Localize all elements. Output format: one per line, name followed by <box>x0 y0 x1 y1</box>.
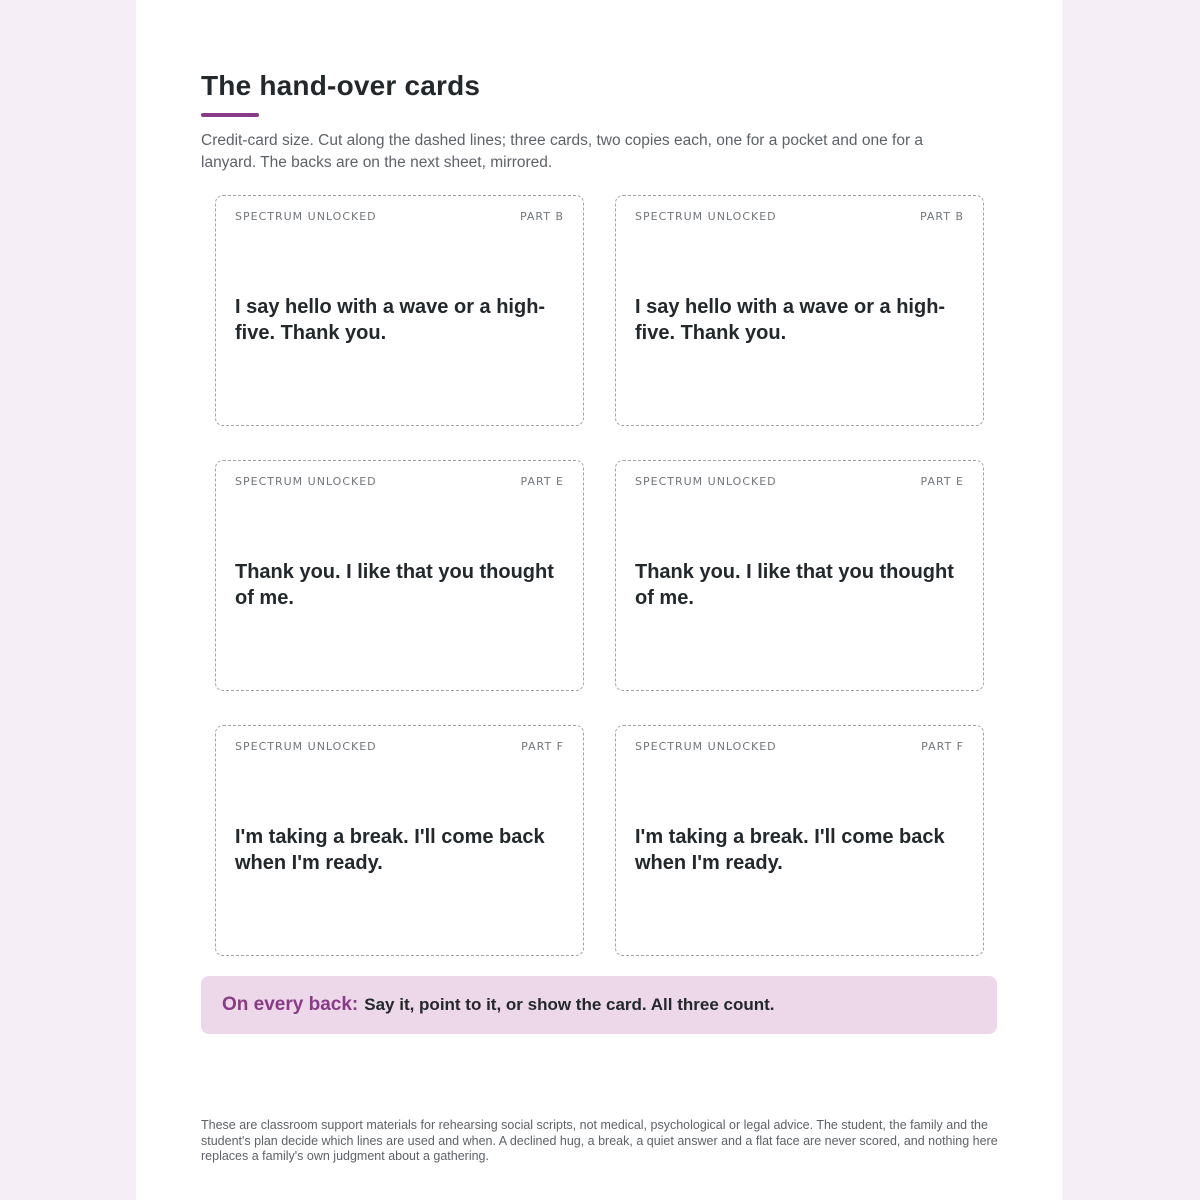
page-title: The hand-over cards <box>201 70 481 101</box>
callout-label: On every back: <box>222 994 359 1015</box>
card-part-label: PART F <box>521 740 564 753</box>
card-grid <box>215 195 984 956</box>
card-brand-label: SPECTRUM UNLOCKED <box>235 475 377 488</box>
hand-over-card <box>615 460 984 691</box>
hand-over-card <box>615 725 984 956</box>
card-brand-label: SPECTRUM UNLOCKED <box>635 475 777 488</box>
card-script-line: I say hello with a wave or a high-five. Thank you. <box>235 296 546 344</box>
card-part-label: PART B <box>919 210 964 223</box>
card-part-label: PART F <box>921 740 964 753</box>
hand-over-card <box>215 195 584 426</box>
card-script-line: Thank you. I like that you thought of me. <box>635 561 954 609</box>
hand-over-card <box>215 460 584 691</box>
card-brand-label: SPECTRUM UNLOCKED <box>235 740 377 753</box>
card-script-line: I'm taking a break. I'll come back when I'm ready. <box>635 826 945 874</box>
back-of-card-callout <box>201 976 997 1034</box>
disclaimer-text: These are classroom support materials for rehearsing social scripts, not medical, psychological or legal advice. The student, the family and the student's plan decide which lines are used and when. A declined hug, a break, a quiet answer and a flat face are never scored, and nothing here replaces a family's own judgment about a gathering. <box>201 1118 998 1163</box>
card-part-label: PART B <box>519 210 564 223</box>
intro-text: Credit-card size. Cut along the dashed lines; three cards, two copies each, one for a pocket and one for a lanyard. The backs are on the next sheet, mirrored. <box>201 132 924 171</box>
card-brand-label: SPECTRUM UNLOCKED <box>635 740 777 753</box>
card-brand-label: SPECTRUM UNLOCKED <box>635 210 777 223</box>
card-part-label: PART E <box>920 475 964 488</box>
document-sheet <box>136 0 1062 1200</box>
card-script-line: I say hello with a wave or a high-five. Thank you. <box>635 296 946 344</box>
card-part-label: PART E <box>520 475 564 488</box>
title-underline <box>201 113 259 117</box>
callout-text: Say it, point to it, or show the card. All three count. <box>364 995 775 1014</box>
card-brand-label: SPECTRUM UNLOCKED <box>235 210 377 223</box>
hand-over-card <box>215 725 584 956</box>
hand-over-card <box>615 195 984 426</box>
card-script-line: I'm taking a break. I'll come back when I'm ready. <box>235 826 545 874</box>
card-script-line: Thank you. I like that you thought of me. <box>235 561 554 609</box>
